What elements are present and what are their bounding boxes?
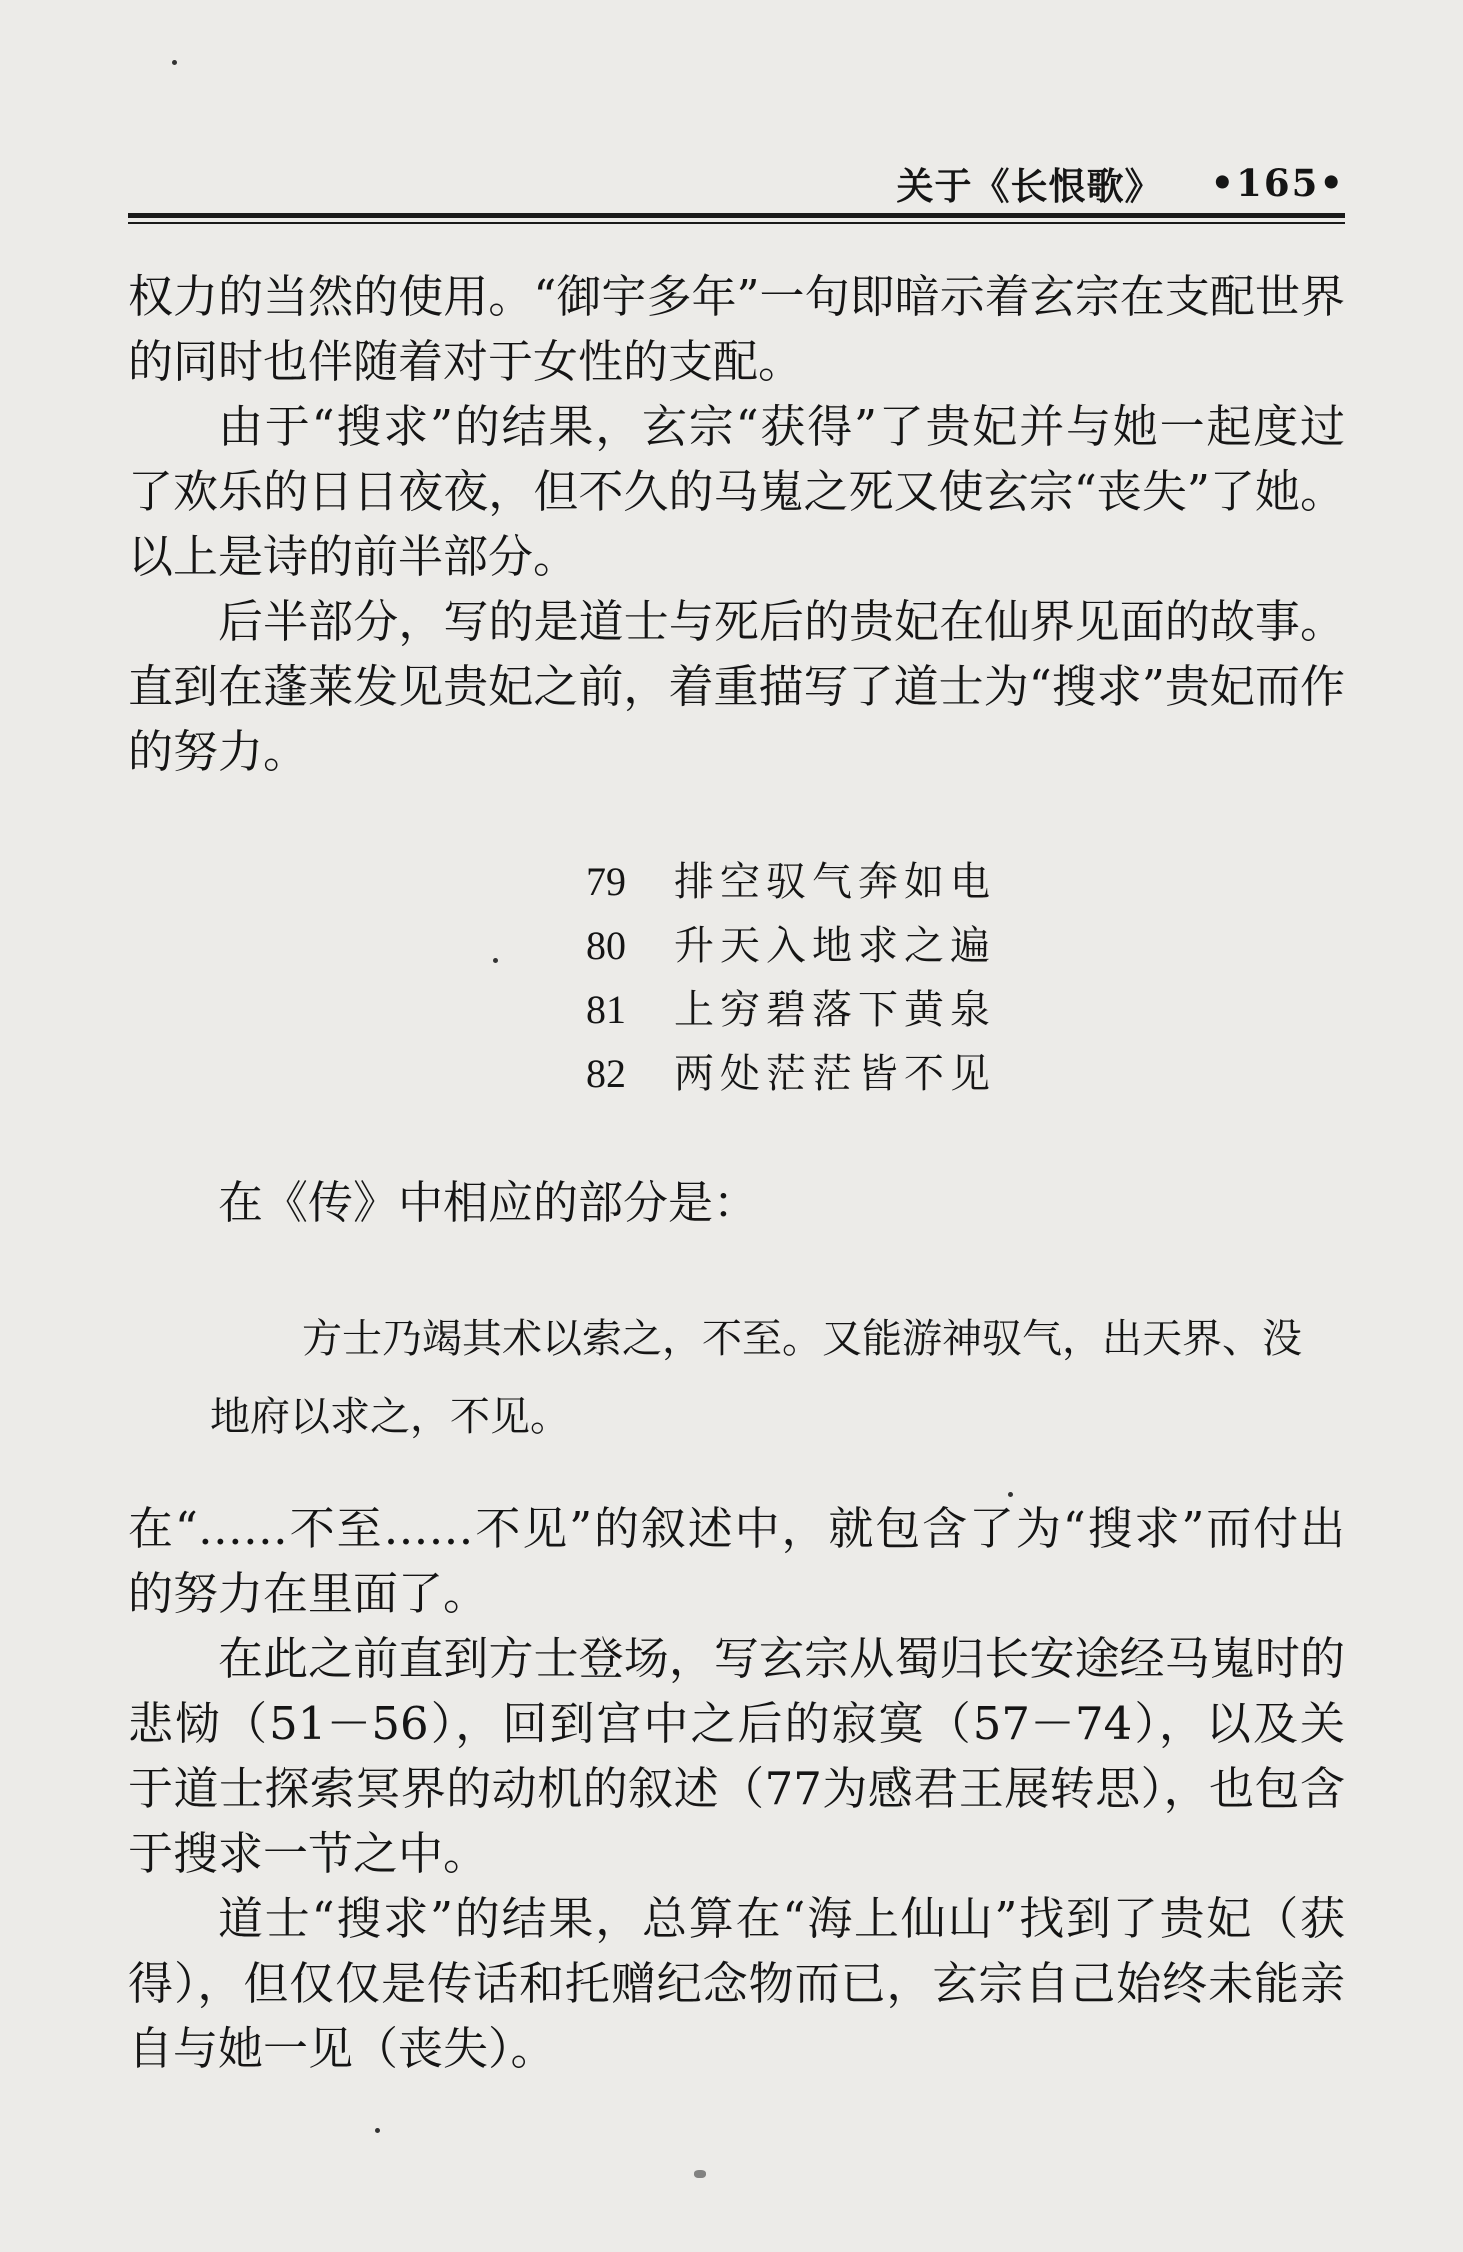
chapter-title: 关于《长恨歌》 — [896, 164, 1163, 208]
verse-text: 两处茫茫皆不见 — [674, 1051, 996, 1097]
verse-text: 上穷碧落下黄泉 — [674, 987, 996, 1033]
verse-line — [520, 850, 996, 914]
scan-speck — [493, 958, 498, 963]
verse-text: 排空驭气奔如电 — [674, 859, 996, 905]
running-header — [128, 160, 1345, 206]
paragraph-7: 道士“搜求”的结果，总算在“海上仙山”找到了贵妃（获得），但仅仅是传话和托赠纪念物而已，玄宗自己始终未能亲自与她一见（丧失）。 — [128, 1892, 1345, 2075]
scan-speck — [375, 2128, 380, 2133]
paragraph-5: 在“……不至……不见”的叙述中，就包含了为“搜求”而付出的努力在里面了。 — [128, 1502, 1345, 1620]
verse-block — [520, 850, 996, 1106]
paragraph-2: 由于“搜求”的结果，玄宗“获得”了贵妃并与她一起度过了欢乐的日日夜夜，但不久的马嵬之死又使玄宗“丧失”了她。以上是诗的前半部分。 — [128, 400, 1345, 583]
paragraph-4: 在《传》中相应的部分是： — [218, 1176, 759, 1229]
scan-speck — [1008, 1492, 1013, 1497]
verse-number: 80 — [586, 923, 626, 968]
verse-number: 82 — [586, 1051, 626, 1096]
scan-speck — [694, 2170, 706, 2178]
page-number: •165• — [1210, 161, 1345, 205]
verse-text: 升天入地求之遍 — [674, 923, 996, 969]
verse-line — [520, 978, 996, 1042]
scan-speck — [172, 60, 177, 65]
verse-number: 79 — [586, 859, 626, 904]
header-rule-thick — [128, 213, 1345, 218]
paragraph-1: 权力的当然的使用。“御宇多年”一句即暗示着玄宗在支配世界的同时也伴随着对于女性的支配。 — [128, 270, 1345, 388]
verse-line — [520, 1042, 996, 1106]
paragraph-6: 在此之前直到方士登场，写玄宗从蜀归长安途经马嵬时的悲恸（51－56），回到宫中之后的寂寞（57－74），以及关于道士探索冥界的动机的叙述（77为感君王展转思），也包含于搜求一节之中。 — [128, 1632, 1345, 1880]
verse-number: 81 — [586, 987, 626, 1032]
block-quote: 方士乃竭其术以索之，不至。又能游神驭气，出天界、没地府以求之，不见。 — [210, 1316, 1302, 1440]
verse-line — [520, 914, 996, 978]
header-rule-thin — [128, 222, 1345, 224]
paragraph-3: 后半部分，写的是道士与死后的贵妃在仙界见面的故事。直到在蓬莱发见贵妃之前，着重描写了道士为“搜求”贵妃而作的努力。 — [128, 595, 1345, 778]
